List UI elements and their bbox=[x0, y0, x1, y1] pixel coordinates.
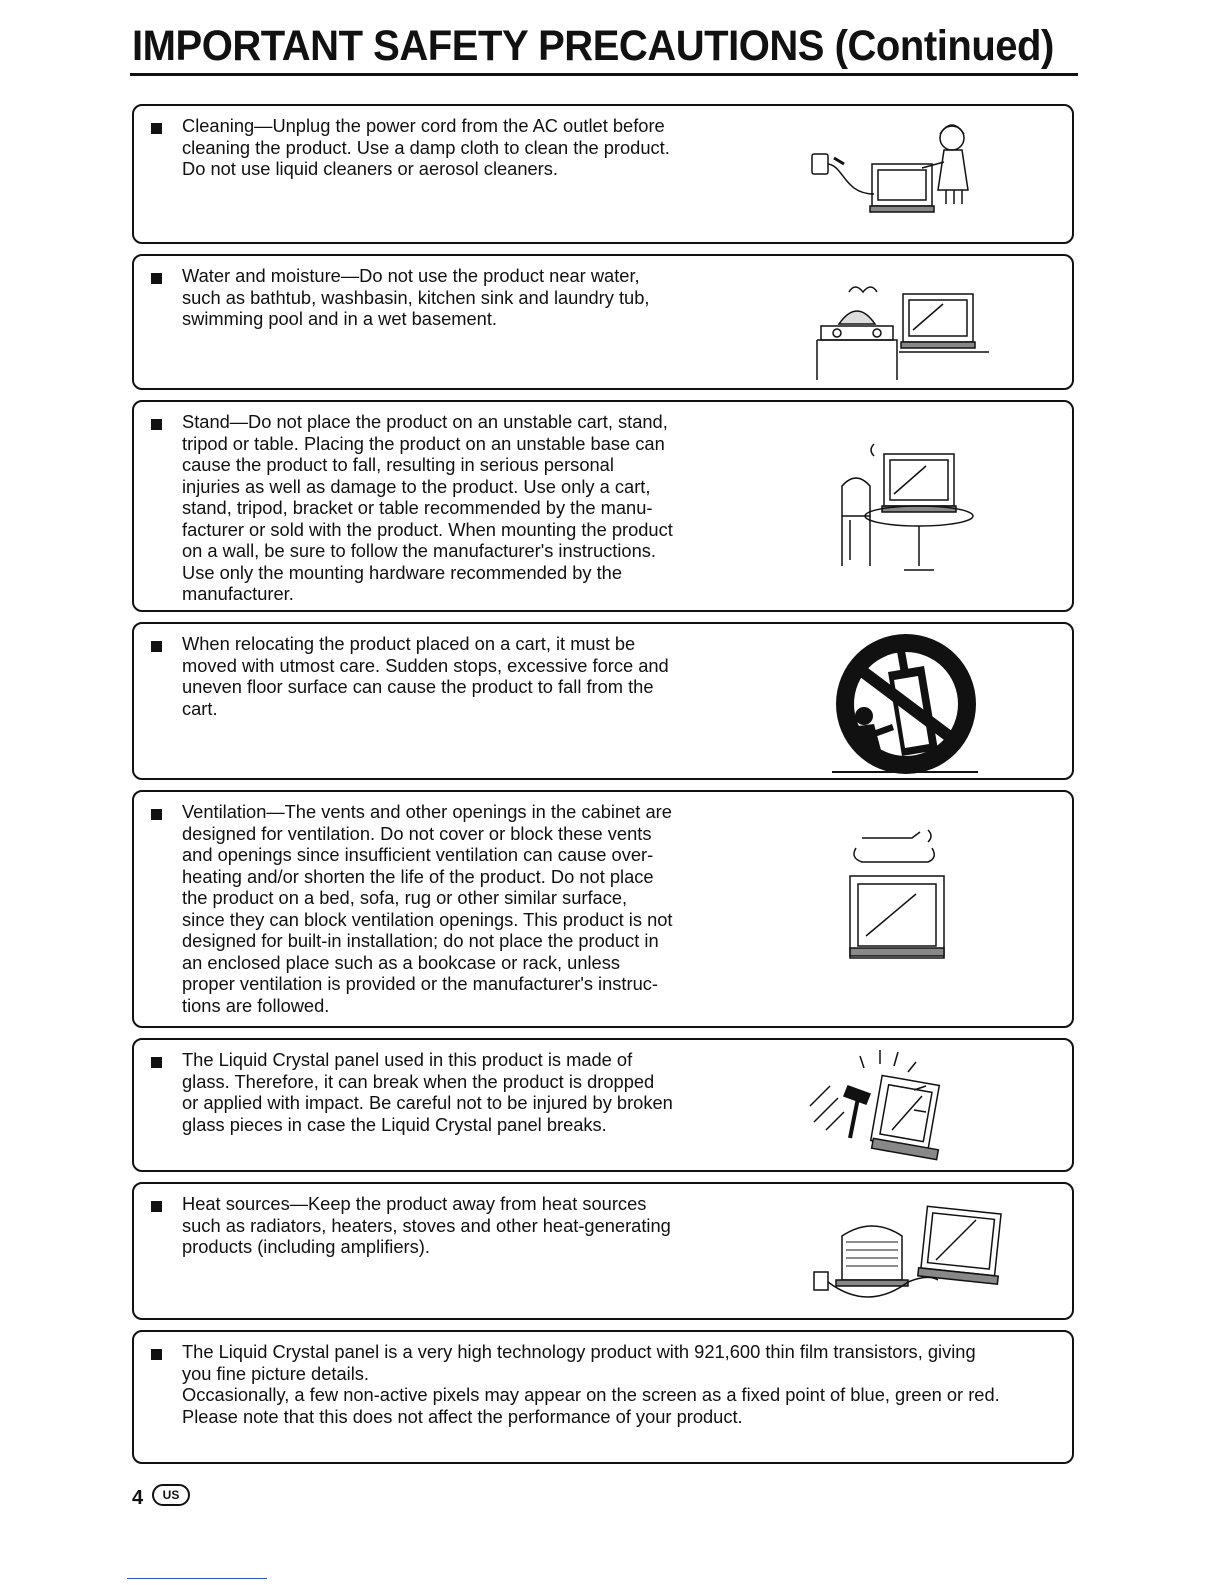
precaution-text: The Liquid Crystal panel used in this product is made of glass. Therefore, it can break when the product is dropped or applied with impact. Be careful not to be injured by broken glass pieces in case the Liquid Crystal panel breaks. bbox=[182, 1049, 673, 1135]
precaution-heat-sources bbox=[132, 1182, 1074, 1320]
heater-near-tv-icon bbox=[806, 1192, 1006, 1312]
bullet-square-icon bbox=[151, 273, 162, 284]
precaution-text: When relocating the product placed on a cart, it must be moved with utmost care. Sudden stops, excessive force and uneven floor surface can cause the product to fall from the cart. bbox=[182, 633, 669, 719]
bullet-square-icon bbox=[151, 641, 162, 652]
bullet-square-icon bbox=[151, 123, 162, 134]
page-title: IMPORTANT SAFETY PRECAUTIONS (Continued) bbox=[132, 22, 1054, 70]
precaution-cleaning bbox=[132, 104, 1074, 244]
precaution-text: Heat sources—Keep the product away from heat sources such as radiators, heaters, stoves and other heat-generating products (including amplifiers). bbox=[182, 1193, 671, 1257]
tv-near-stove-kettle-icon bbox=[809, 270, 989, 380]
precaution-text: Stand—Do not place the product on an unstable cart, stand, tripod or table. Placing the product on an unstable base can cause the product to fall, resulting in serious personal injuries as well as damage to the product. Use only a cart, stand, tripod, bracket or table recommended by the manu- facturer or sold with the product. When mounting the product on a wall, be sure to follow the manufacturer's instructions. Use only the mounting hardware recommended by the manufacturer. bbox=[182, 411, 673, 604]
hammer-hitting-screen-icon bbox=[798, 1046, 978, 1166]
bullet-square-icon bbox=[151, 1201, 162, 1212]
cart-tipover-warning-icon bbox=[830, 628, 980, 778]
tv-in-shelf-ventilation-icon bbox=[842, 826, 952, 966]
precaution-cart bbox=[132, 622, 1074, 780]
bullet-square-icon bbox=[151, 809, 162, 820]
region-mark: US bbox=[152, 1484, 190, 1506]
precaution-text: Cleaning—Unplug the power cord from the AC outlet before cleaning the product. Use a damp cloth to clean the product. Do not use liquid cleaners or aerosol cleaners. bbox=[182, 115, 670, 179]
precaution-glass-panel bbox=[132, 1038, 1074, 1172]
title-underline bbox=[130, 73, 1078, 76]
bullet-square-icon bbox=[151, 1057, 162, 1068]
tv-on-table-chair-icon bbox=[824, 438, 974, 578]
precaution-text: The Liquid Crystal panel is a very high technology product with 921,600 thin film transistors, giving you fine picture details. Occasionally, a few non-active pixels may appear on the screen as a fixed point of blue, green or red. Please note that this does not affect the performance of your product. bbox=[182, 1341, 1000, 1427]
precaution-pixels bbox=[132, 1330, 1074, 1464]
bullet-square-icon bbox=[151, 419, 162, 430]
bullet-square-icon bbox=[151, 1349, 162, 1360]
precaution-ventilation bbox=[132, 790, 1074, 1028]
page-number: 4 bbox=[132, 1487, 144, 1509]
precaution-text: Water and moisture—Do not use the product near water, such as bathtub, washbasin, kitchen sink and laundry tub, swimming pool and in a wet basement. bbox=[182, 265, 650, 329]
person-cleaning-tv-icon bbox=[804, 114, 984, 234]
precaution-text: Ventilation—The vents and other openings in the cabinet are designed for ventilation. Do not cover or block these vents and openings since insufficient ventilation can cause over- heating and/or shorten the life of the product. Do not place the product on a bed, sofa, rug or other similar surface, since they can block ventilation openings. This product is not designed for built-in installation; do not place the product in an enclosed place such as a bookcase or rack, unless proper ventilation is provided or the manufacturer's instruc- tions are followed. bbox=[182, 801, 673, 1016]
precaution-stand bbox=[132, 400, 1074, 612]
precaution-water bbox=[132, 254, 1074, 390]
bottom-underline bbox=[127, 1578, 267, 1579]
